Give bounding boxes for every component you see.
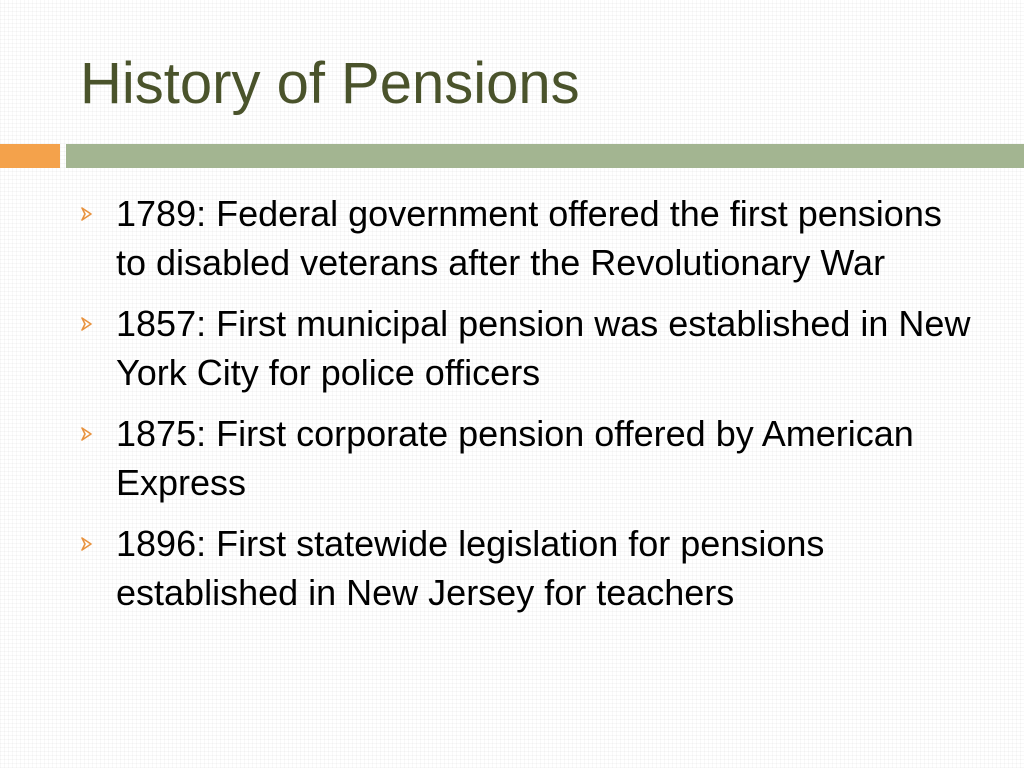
bullet-item [78,409,978,507]
bullet-item [78,299,978,397]
title-accent-bar-orange [0,144,60,168]
bullet-item [78,189,978,287]
chevron-right-icon [80,537,94,551]
title-accent-bar-green [66,144,1024,168]
slide-title: History of Pensions [80,51,580,116]
bullet-text: 1875: First corporate pension offered by American Express [116,413,914,503]
chevron-right-icon [80,317,94,331]
chevron-right-icon [80,427,94,441]
bullet-text: 1789: Federal government offered the first pensions to disabled veterans after the Revolutionary War [116,193,942,283]
bullet-text: 1857: First municipal pension was established in New York City for police officers [116,303,971,393]
bullet-text: 1896: First statewide legislation for pensions established in New Jersey for teachers [116,523,825,613]
chevron-right-icon [80,207,94,221]
bullet-item [78,519,978,617]
bullet-list [78,189,978,629]
